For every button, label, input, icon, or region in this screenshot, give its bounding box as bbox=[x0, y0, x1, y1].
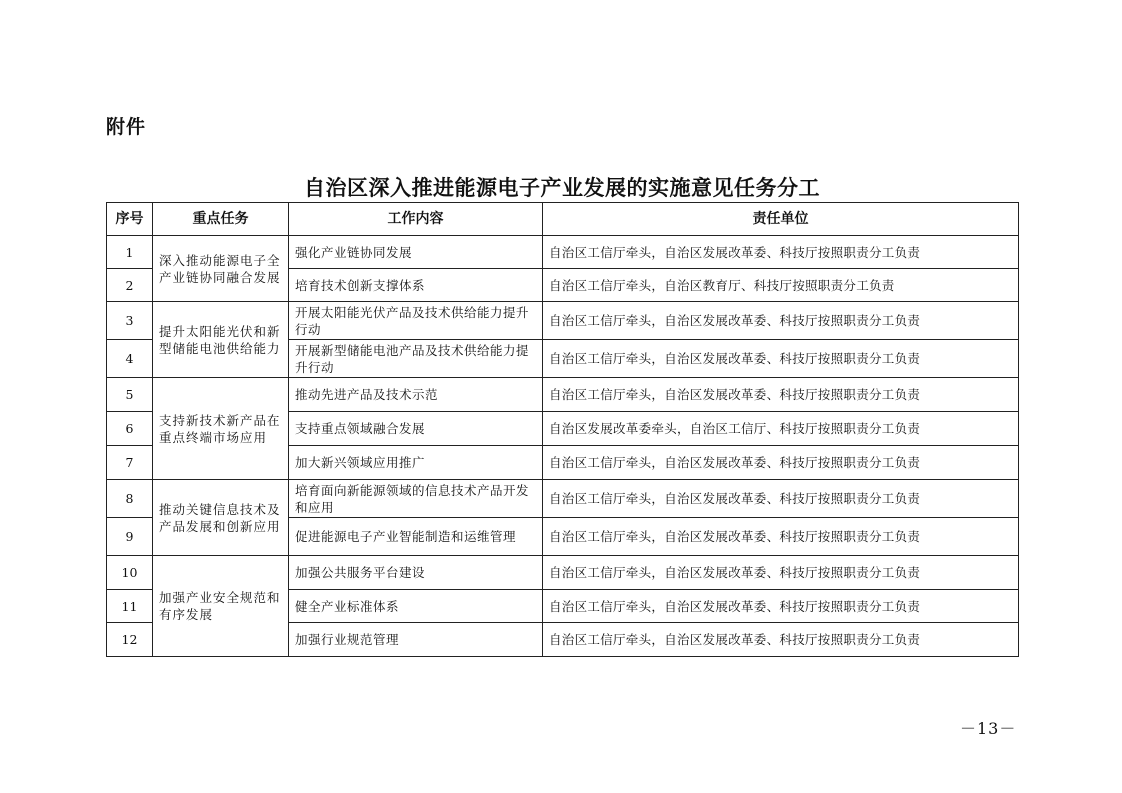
key-task-cell: 深入推动能源电子全产业链协同融合发展 bbox=[153, 236, 289, 302]
attachment-label: 附件 bbox=[106, 116, 147, 138]
responsible-unit-cell: 自治区工信厅牵头，自治区发展改革委、科技厅按照职责分工负责 bbox=[543, 302, 1019, 340]
header-content: 工作内容 bbox=[289, 203, 543, 236]
responsible-unit-cell: 自治区工信厅牵头，自治区发展改革委、科技厅按照职责分工负责 bbox=[543, 623, 1019, 657]
row-number: 12 bbox=[107, 623, 153, 657]
work-content-cell: 促进能源电子产业智能制造和运维管理 bbox=[289, 518, 543, 556]
task-division-table bbox=[106, 202, 1019, 657]
work-content-cell: 培育面向新能源领域的信息技术产品开发和应用 bbox=[289, 480, 543, 518]
responsible-unit-cell: 自治区工信厅牵头，自治区发展改革委、科技厅按照职责分工负责 bbox=[543, 518, 1019, 556]
work-content-cell: 加强行业规范管理 bbox=[289, 623, 543, 657]
table-header-row bbox=[107, 203, 1019, 236]
key-task-cell: 支持新技术新产品在重点终端市场应用 bbox=[153, 378, 289, 480]
page-number: －13－ bbox=[960, 719, 1017, 738]
responsible-unit-cell: 自治区工信厅牵头，自治区发展改革委、科技厅按照职责分工负责 bbox=[543, 446, 1019, 480]
responsible-unit-cell: 自治区工信厅牵头，自治区教育厅、科技厅按照职责分工负责 bbox=[543, 269, 1019, 302]
row-number: 8 bbox=[107, 480, 153, 518]
row-number: 7 bbox=[107, 446, 153, 480]
responsible-unit-cell: 自治区工信厅牵头，自治区发展改革委、科技厅按照职责分工负责 bbox=[543, 378, 1019, 412]
work-content-cell: 开展新型储能电池产品及技术供给能力提升行动 bbox=[289, 340, 543, 378]
row-number: 3 bbox=[107, 302, 153, 340]
document-title: 自治区深入推进能源电子产业发展的实施意见任务分工 bbox=[304, 176, 820, 200]
work-content-cell: 开展太阳能光伏产品及技术供给能力提升行动 bbox=[289, 302, 543, 340]
row-number: 6 bbox=[107, 412, 153, 446]
work-content-cell: 强化产业链协同发展 bbox=[289, 236, 543, 269]
work-content-cell: 培育技术创新支撑体系 bbox=[289, 269, 543, 302]
table-row bbox=[107, 302, 1019, 340]
responsible-unit-cell: 自治区工信厅牵头，自治区发展改革委、科技厅按照职责分工负责 bbox=[543, 480, 1019, 518]
work-content-cell: 加强公共服务平台建设 bbox=[289, 556, 543, 590]
row-number: 5 bbox=[107, 378, 153, 412]
row-number: 4 bbox=[107, 340, 153, 378]
header-key-task: 重点任务 bbox=[153, 203, 289, 236]
key-task-cell: 提升太阳能光伏和新型储能电池供给能力 bbox=[153, 302, 289, 378]
responsible-unit-cell: 自治区工信厅牵头，自治区发展改革委、科技厅按照职责分工负责 bbox=[543, 590, 1019, 623]
table-row bbox=[107, 236, 1019, 269]
key-task-cell: 推动关键信息技术及产品发展和创新应用 bbox=[153, 480, 289, 556]
row-number: 1 bbox=[107, 236, 153, 269]
row-number: 10 bbox=[107, 556, 153, 590]
table-row bbox=[107, 378, 1019, 412]
table-row bbox=[107, 480, 1019, 518]
responsible-unit-cell: 自治区工信厅牵头，自治区发展改革委、科技厅按照职责分工负责 bbox=[543, 236, 1019, 269]
work-content-cell: 推动先进产品及技术示范 bbox=[289, 378, 543, 412]
table-row bbox=[107, 556, 1019, 590]
row-number: 11 bbox=[107, 590, 153, 623]
responsible-unit-cell: 自治区工信厅牵头，自治区发展改革委、科技厅按照职责分工负责 bbox=[543, 340, 1019, 378]
responsible-unit-cell: 自治区发展改革委牵头，自治区工信厅、科技厅按照职责分工负责 bbox=[543, 412, 1019, 446]
responsible-unit-cell: 自治区工信厅牵头，自治区发展改革委、科技厅按照职责分工负责 bbox=[543, 556, 1019, 590]
header-no: 序号 bbox=[107, 203, 153, 236]
header-responsible: 责任单位 bbox=[543, 203, 1019, 236]
work-content-cell: 健全产业标准体系 bbox=[289, 590, 543, 623]
row-number: 2 bbox=[107, 269, 153, 302]
row-number: 9 bbox=[107, 518, 153, 556]
work-content-cell: 支持重点领域融合发展 bbox=[289, 412, 543, 446]
key-task-cell: 加强产业安全规范和有序发展 bbox=[153, 556, 289, 657]
work-content-cell: 加大新兴领域应用推广 bbox=[289, 446, 543, 480]
